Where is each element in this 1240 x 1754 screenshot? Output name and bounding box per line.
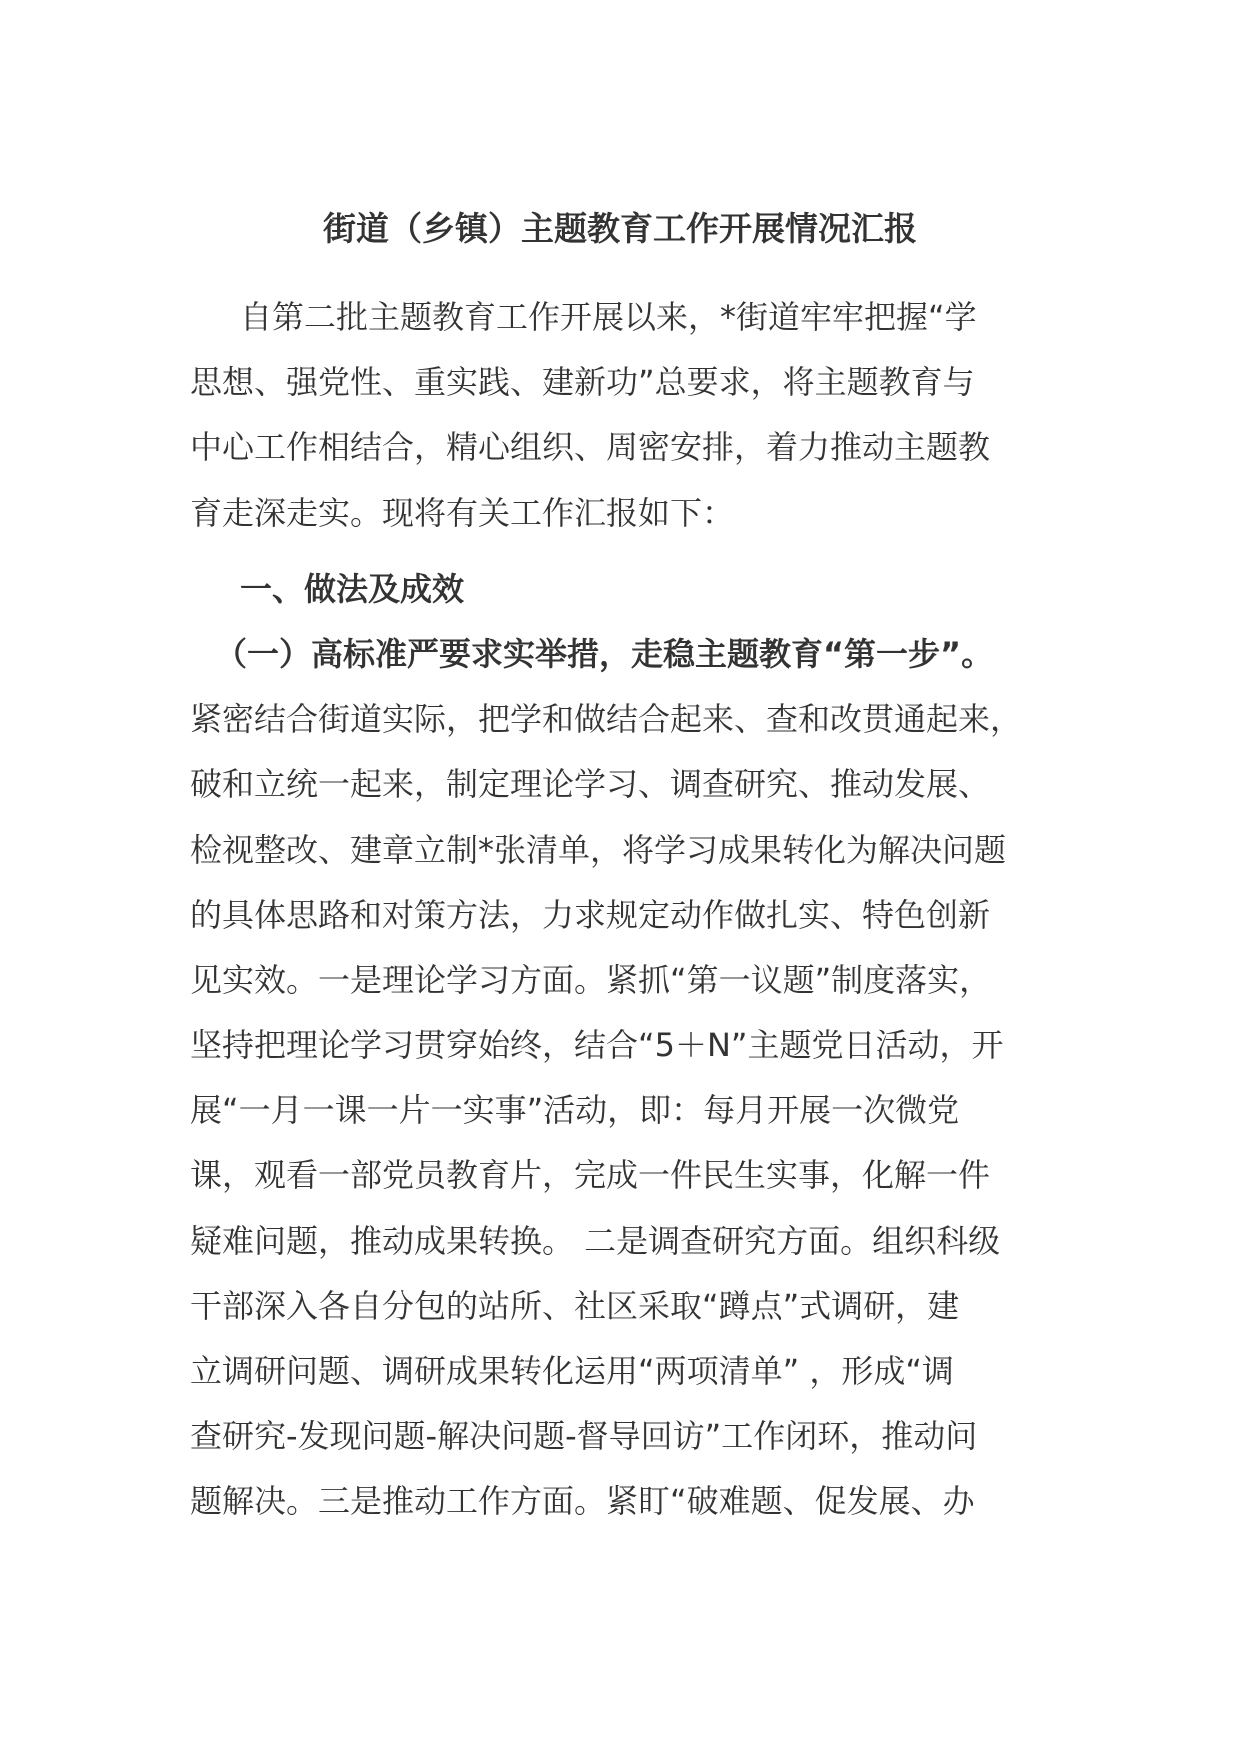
- body-line: 课，观看一部党员教育片，完成一件民生实事，化解一件: [190, 1156, 991, 1195]
- document-title: 街道（乡镇）主题教育工作开展情况汇报: [323, 209, 917, 248]
- subsection-heading: （一）高标准严要求实举措，走稳主题教育“第一步”。: [215, 634, 994, 673]
- body-line: 的具体思路和对策方法，力求规定动作做扎实、特色创新: [190, 895, 991, 934]
- body-line: 查研究-发现问题-解决问题-督导回访”工作闭环，推动问: [190, 1417, 978, 1456]
- section-heading: 一、做法及成效: [240, 569, 465, 608]
- body-line: 见实效。一是理论学习方面。紧抓“第一议题”制度落实，: [190, 960, 992, 999]
- body-line: 坚持把理论学习贯穿始终，结合“5＋N”主题党日活动，开: [190, 1026, 1004, 1065]
- body-line: 紧密结合街道实际，把学和做结合起来、查和改贯通起来，: [190, 700, 1023, 739]
- body-line: 检视整改、建章立制*张清单，将学习成果转化为解决问题: [190, 830, 1007, 869]
- intro-line: 中心工作相结合，精心组织、周密安排，着力推动主题教: [190, 428, 991, 467]
- intro-line: 思想、强党性、重实践、建新功”总要求，将主题教育与: [190, 363, 975, 402]
- document-body: [190, 285, 1070, 1535]
- intro-line: 自第二批主题教育工作开展以来，*街道牢牢把握“学: [240, 298, 977, 336]
- body-line: 题解决。三是推动工作方面。紧盯“破难题、促发展、办: [190, 1482, 975, 1521]
- body-line: 干部深入各自分包的站所、社区采取“蹲点”式调研，建: [190, 1286, 960, 1325]
- body-line: 疑难问题，推动成果转换。 二是调查研究方面。组织科级: [190, 1221, 1001, 1260]
- intro-line: 育走深走实。现将有关工作汇报如下：: [190, 493, 735, 532]
- body-line: 展“一月一课一片一实事”活动，即：每月开展一次微党: [190, 1091, 960, 1130]
- body-line: 破和立统一起来，制定理论学习、调查研究、推动发展、: [190, 765, 991, 804]
- body-line: 立调研问题、调研成果转化运用“两项清单” ，形成“调: [190, 1352, 954, 1390]
